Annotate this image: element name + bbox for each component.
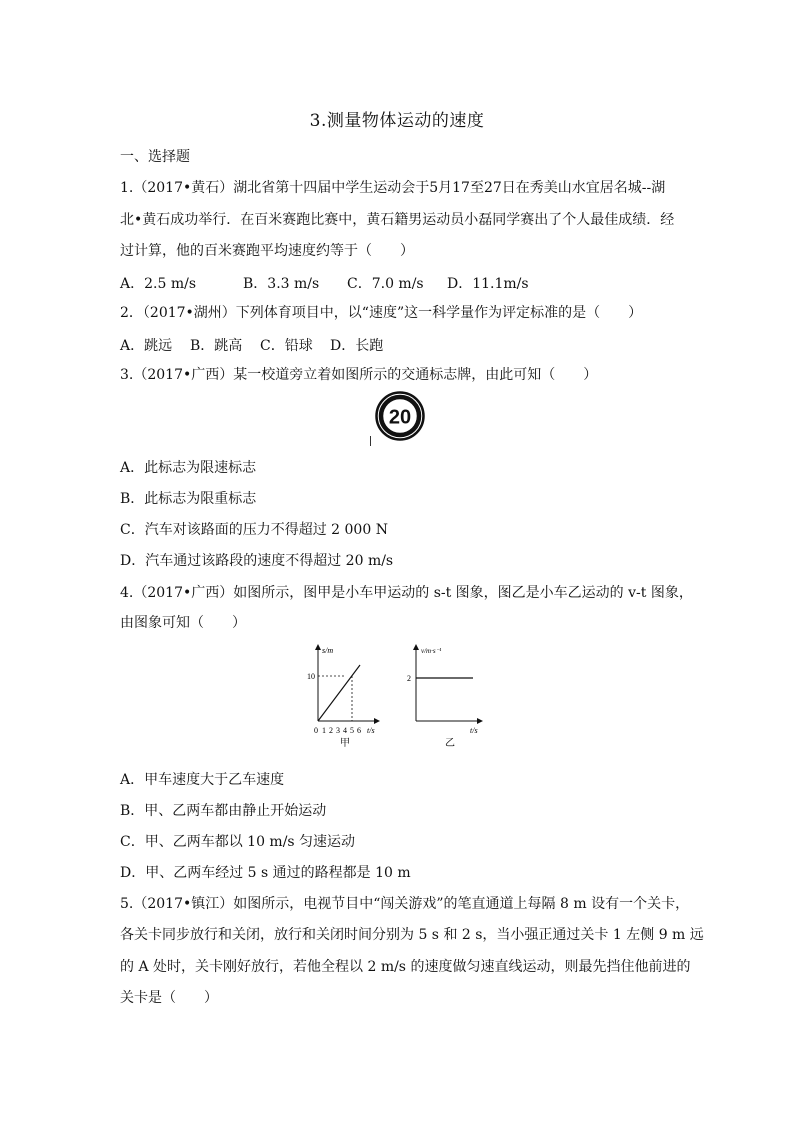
st-line [318, 665, 360, 721]
q3-option-b: B．此标志为限重标志 [120, 491, 257, 507]
q1-text-line2: 北•黄石成功举行．在百米赛跑比赛中，黄石籍男运动员小磊同学赛出了个人最佳成绩．经 [120, 212, 675, 228]
q4-option-a: A．甲车速度大于乙车速度 [120, 772, 285, 788]
q2-option-b: B．跳高 [190, 338, 243, 354]
q1-option-a: A．2.5 m/s [120, 276, 197, 292]
q4-option-b: B．甲、乙两车都由静止开始运动 [120, 803, 327, 819]
xtick: 0 [314, 726, 318, 735]
q5-text-line4: 关卡是（ ） [120, 990, 218, 1006]
q1-option-d: D．11.1m/s [447, 276, 529, 292]
q1-text-line3: 过计算，他的百米赛跑平均速度约等于（ ） [120, 243, 414, 259]
q2-option-c: C．铅球 [260, 338, 313, 354]
q5-text-line1: 5.（2017•镇江）如图所示，电视节目中“闯关游戏”的笔直通道上每隔 8 m 设有一个关卡， [120, 896, 690, 912]
xtick: 1 [322, 726, 326, 735]
speed-limit-sign [375, 391, 425, 441]
xtick: 3 [336, 726, 340, 735]
xticks [314, 726, 361, 735]
q3-option-d: D．汽车通过该路段的速度不得超过 20 m/s [120, 553, 394, 569]
xtick: 5 [350, 726, 354, 735]
graph-jia-st [300, 643, 380, 748]
ylabel: v/m·s⁻¹ [421, 647, 442, 655]
sign-post-mark [370, 436, 371, 446]
ytick: 2 [407, 674, 411, 683]
q5-text-line2: 各关卡同步放行和关闭，放行和关闭时间分别为 5 s 和 2 s，当小强正通过关卡 1 左侧 9 m 远 [120, 927, 704, 943]
graph-yi-vt [398, 643, 490, 748]
ylabel: s/m [322, 646, 334, 655]
q4-option-c: C．甲、乙两车都以 10 m/s 匀速运动 [120, 834, 356, 850]
xlabel: t/s [367, 726, 375, 735]
q1-option-b: B．3.3 m/s [243, 276, 320, 292]
q4-option-d: D．甲、乙两车经过 5 s 通过的路程都是 10 m [120, 865, 411, 881]
q2-options [120, 335, 383, 355]
q3-option-a: A．此标志为限速标志 [120, 460, 257, 476]
q1-option-c: C．7.0 m/s [347, 276, 424, 292]
caption: 乙 [445, 738, 455, 748]
q1-options [120, 273, 529, 293]
xlabel: t/s [470, 726, 478, 735]
xtick: 2 [329, 726, 333, 735]
q1-text-line1: 1.（2017•黄石）湖北省第十四届中学生运动会于5月17至27日在秀美山水宜居名城--湖 [120, 180, 666, 196]
q2-text-line1: 2．（2017•湖州）下列体育项目中，以“速度”这一科学量作为评定标准的是（ ） [120, 305, 643, 321]
caption: 甲 [340, 738, 350, 748]
q2-option-a: A．跳远 [120, 338, 173, 354]
xtick: 6 [357, 726, 361, 735]
xtick: 4 [343, 726, 347, 735]
q4-text-line2: 由图象可知（ ） [120, 615, 246, 631]
q2-option-d: D．长跑 [330, 338, 384, 354]
sign-value: 20 [388, 406, 412, 429]
section-heading: 一、选择题 [120, 149, 190, 165]
ytick: 10 [307, 672, 315, 681]
q3-option-c: C．汽车对该路面的压力不得超过 2 000 N [120, 522, 388, 538]
page-title: 3.测量物体运动的速度 [309, 111, 485, 131]
q5-text-line3: 的 A 处时，关卡刚好放行，若他全程以 2 m/s 的速度做匀速直线运动，则最先挡住他前进的 [120, 959, 691, 975]
q3-text-line1: 3.（2017•广西）某一校道旁立着如图所示的交通标志牌，由此可知（ ） [120, 367, 598, 383]
q4-text-line1: 4.（2017•广西）如图所示，图甲是小车甲运动的 s-t 图象，图乙是小车乙运动的 v-t 图象， [120, 585, 693, 601]
